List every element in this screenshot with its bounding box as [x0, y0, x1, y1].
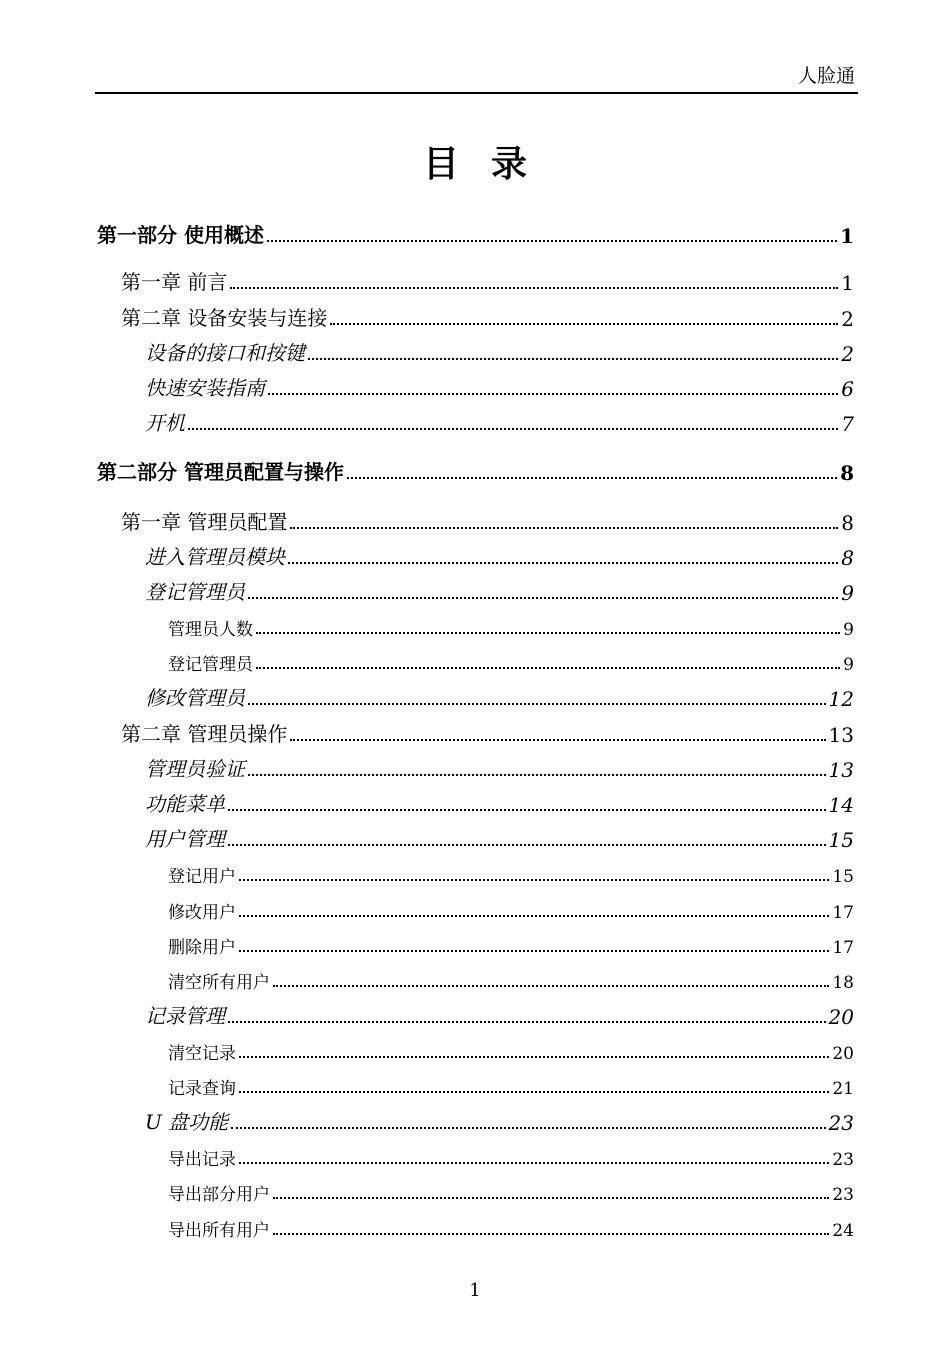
toc-entry-label: 进入管理员模块: [145, 545, 285, 569]
toc-entry-page: 12: [828, 687, 854, 711]
toc-entry-label: 登记管理员: [168, 655, 253, 675]
toc-entry[interactable]: [95, 371, 854, 401]
toc-entry-label: 导出部分用户: [168, 1185, 270, 1205]
toc-entry-label: 快速安装指南: [145, 376, 265, 400]
toc-entry-page: 21: [832, 1079, 854, 1099]
toc-entry-label: 删除用户: [168, 938, 236, 958]
toc-dot-leader: [273, 1233, 829, 1235]
toc-dot-leader: [290, 739, 825, 741]
toc-entry-label: 清空所有用户: [168, 973, 270, 993]
toc-entry-label: 第一部分 使用概述: [97, 223, 264, 247]
toc-dot-leader: [290, 527, 838, 529]
toc-entry-page: 18: [832, 973, 854, 993]
toc-entry-page: 14: [828, 793, 854, 817]
toc-entry-label: 第二章 管理员操作: [121, 722, 288, 746]
toc-entry[interactable]: [95, 1034, 854, 1064]
toc-entry-page: 1: [841, 271, 854, 295]
toc-entry-label: 管理员验证: [145, 757, 245, 781]
toc-entry[interactable]: [95, 575, 854, 605]
toc-dot-leader: [188, 428, 838, 430]
toc-entry-label: 第二章 设备安装与连接: [121, 306, 328, 330]
running-header: 人脸通: [797, 65, 855, 87]
toc-entry-page: 8: [841, 546, 854, 570]
toc-dot-leader: [288, 562, 838, 564]
toc-dot-leader: [231, 1127, 825, 1129]
toc-entry-page: 15: [828, 828, 854, 852]
toc-dot-leader: [268, 393, 838, 395]
toc-entry-page: 17: [832, 938, 854, 958]
toc-entry[interactable]: [95, 505, 854, 535]
toc-entry-label: 导出记录: [168, 1150, 236, 1170]
toc-entry-label: 设备的接口和按键: [145, 341, 305, 365]
toc-entry-label: 用户管理: [145, 827, 225, 851]
page-title: 目录: [422, 143, 559, 185]
toc-entry-page: 13: [828, 723, 854, 747]
toc-entry-label: 功能菜单: [145, 792, 225, 816]
toc-entry-page: 9: [843, 620, 854, 640]
toc-dot-leader: [239, 1162, 829, 1164]
toc-entry-label: U 盘功能: [145, 1110, 229, 1134]
toc-entry-page: 23: [832, 1185, 854, 1205]
toc-dot-leader: [228, 809, 826, 811]
toc-entry-page: 20: [828, 1005, 854, 1029]
toc-entry[interactable]: [95, 822, 854, 852]
toc-entry[interactable]: [95, 540, 854, 570]
toc-dot-leader: [239, 1056, 829, 1058]
toc-entry[interactable]: [95, 963, 854, 993]
toc-entry-page: 24: [832, 1221, 854, 1241]
toc-dot-leader: [273, 1197, 829, 1199]
toc-entry[interactable]: [95, 218, 854, 248]
toc-entry[interactable]: [95, 406, 854, 436]
toc-entry[interactable]: [95, 645, 854, 675]
toc-dot-leader: [330, 323, 838, 325]
toc-entry-label: 导出所有用户: [168, 1221, 270, 1241]
toc-entry[interactable]: [95, 787, 854, 817]
toc-entry-label: 登记用户: [168, 867, 236, 887]
toc-dot-leader: [273, 985, 829, 987]
toc-entry[interactable]: [95, 301, 854, 331]
toc-entry[interactable]: [95, 1175, 854, 1205]
toc-entry-label: 修改用户: [168, 903, 236, 923]
toc-entry[interactable]: [95, 610, 854, 640]
toc-entry[interactable]: [95, 717, 854, 747]
toc-entry[interactable]: [95, 857, 854, 887]
toc-entry-page: 20: [832, 1044, 854, 1064]
toc-entry[interactable]: [95, 1140, 854, 1170]
toc-entry[interactable]: [95, 455, 854, 485]
toc-dot-leader: [239, 879, 829, 881]
toc-entry-page: 23: [832, 1150, 854, 1170]
toc-entry-page: 13: [828, 758, 854, 782]
toc-entry[interactable]: [95, 928, 854, 958]
toc-entry-page: 17: [832, 903, 854, 923]
toc-entry-page: 9: [843, 655, 854, 675]
toc-entry[interactable]: [95, 1211, 854, 1241]
toc-entry-page: 8: [841, 511, 854, 535]
toc-dot-leader: [267, 240, 837, 242]
header-rule: [95, 92, 858, 94]
toc-entry-page: 7: [841, 412, 854, 436]
toc-dot-leader: [228, 844, 826, 846]
toc-entry[interactable]: [95, 893, 854, 923]
toc-dot-leader: [239, 950, 829, 952]
toc-entry-page: 2: [841, 307, 854, 331]
toc-dot-leader: [228, 1021, 826, 1023]
toc-entry-label: 登记管理员: [145, 580, 245, 604]
toc-entry-page: 8: [840, 461, 854, 485]
toc-entry[interactable]: [95, 999, 854, 1029]
toc-dot-leader: [347, 477, 837, 479]
toc-entry[interactable]: [95, 1105, 854, 1135]
toc-entry-label: 第一章 管理员配置: [121, 510, 288, 534]
toc-entry-label: 记录管理: [145, 1004, 225, 1028]
toc-entry-page: 2: [841, 342, 854, 366]
toc-entry-page: 15: [832, 867, 854, 887]
toc-dot-leader: [308, 358, 838, 360]
toc-entry-label: 管理员人数: [168, 620, 253, 640]
toc-entry[interactable]: [95, 265, 854, 295]
toc-dot-leader: [248, 774, 826, 776]
toc-entry-label: 清空记录: [168, 1044, 236, 1064]
toc-dot-leader: [256, 632, 840, 634]
toc-dot-leader: [256, 667, 840, 669]
toc-entry[interactable]: [95, 752, 854, 782]
toc-dot-leader: [248, 597, 838, 599]
toc-entry[interactable]: [95, 336, 854, 366]
toc-entry-page: 9: [841, 581, 854, 605]
toc-entry-label: 第二部分 管理员配置与操作: [97, 460, 344, 484]
toc-entry-label: 记录查询: [168, 1079, 236, 1099]
toc-dot-leader: [230, 287, 838, 289]
toc-entry-label: 修改管理员: [145, 686, 245, 710]
toc-entry-label: 开机: [145, 411, 185, 435]
toc-dot-leader: [248, 703, 826, 705]
toc-dot-leader: [239, 915, 829, 917]
toc-entry-page: 1: [840, 224, 854, 248]
toc-entry-page: 6: [841, 377, 854, 401]
toc-dot-leader: [239, 1091, 829, 1093]
toc-entry-page: 23: [828, 1111, 854, 1135]
page-number: 1: [469, 1280, 481, 1301]
toc-entry[interactable]: [95, 681, 854, 711]
toc-entry[interactable]: [95, 1069, 854, 1099]
toc-entry-label: 第一章 前言: [121, 270, 228, 294]
